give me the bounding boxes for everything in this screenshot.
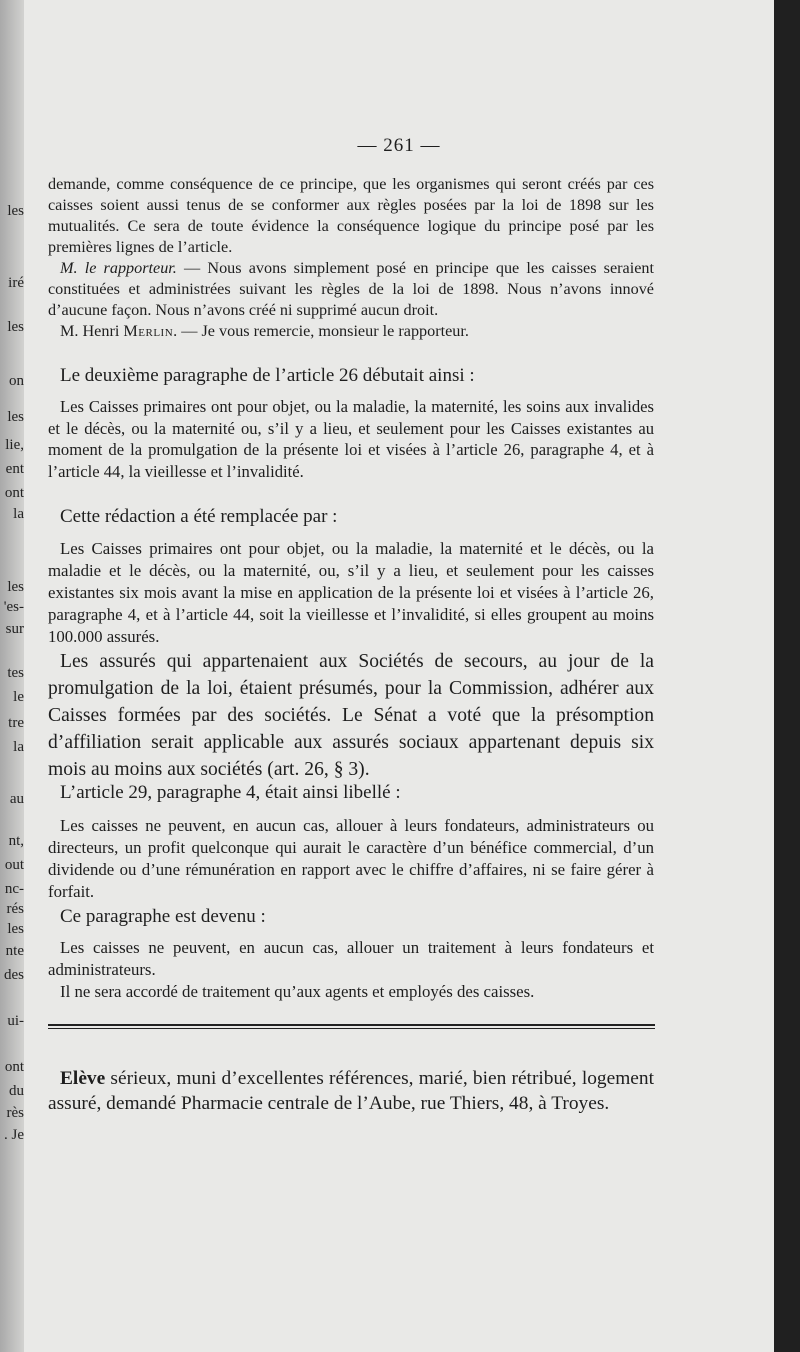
document-page	[24, 0, 774, 1352]
merlin-prefix: M. Henri	[60, 322, 124, 340]
left-page-fragment: des	[4, 967, 24, 983]
scan-border	[774, 0, 800, 1352]
left-page-fragment: lie,	[5, 437, 24, 453]
speaker-merlin: Merlin	[123, 322, 174, 340]
merlin-text: . — Je vous remercie, monsieur le rapporteur.	[173, 322, 469, 340]
section-replacement	[48, 505, 654, 529]
quote-block-3	[48, 815, 654, 903]
rapporteur-text: — Nous avons simplement posé en principe que les caisses seraient constituées et administrées suivant les règles de la loi de 1898. Nous n’avons innové d’aucune façon. Nous n’avons créé ni supprimé aucun droit.	[48, 259, 654, 319]
ad-text	[48, 1066, 654, 1116]
heading-replacement: Cette rédaction a été remplacée par :	[60, 506, 338, 527]
left-page-fragment: ent	[5, 461, 24, 477]
left-page-fragment: au	[9, 791, 24, 807]
left-page-fragment: le	[13, 689, 24, 705]
separator-rule	[48, 1024, 655, 1029]
left-page-fragment: sur	[5, 621, 24, 637]
body-top	[48, 174, 654, 342]
quote-original-26: Les Caisses primaires ont pour objet, ou la maladie, la maternité, les soins aux invalides et le décès, ou la maternité ou, s’il y a lieu, et seulement pour les Caisses existantes au moment de la promulgation de la présente loi et visées à l’article 26, paragraphe 4, et à l’article 44, la vieillesse et l’invalidité.	[48, 397, 654, 481]
left-page-fragment: ont	[4, 485, 24, 501]
quote-block-1	[48, 396, 654, 482]
quote-new-26: Les Caisses primaires ont pour objet, ou la maladie, la maternité et le décès, ou la maladie et le décès, ou la maternité, ou, s’il y a lieu, et seulement pour les caisses existantes six mois avant la mise en application de la présente loi et visées à l’article 26, paragraphe 4, et à l’article 44, soit la vieillesse et l’invalidité, si elles groupent au moins 100.000 assurés.	[48, 539, 654, 646]
left-page-fragment: 'es-	[3, 599, 24, 615]
quote-original-29: Les caisses ne peuvent, en aucun cas, allouer à leurs fondateurs, administrateurs ou directeurs, un profit quelconque qui aurait le caractère d’un bénéfice commercial, d’un dividende ou d’une rémunération en rapport avec le chiffre d’affaires, ni se faire gérer à forfait.	[48, 816, 654, 901]
section-article-26	[48, 364, 654, 388]
left-page-fragment: ont	[4, 1059, 24, 1075]
paragraph-rapporteur	[48, 258, 654, 321]
left-page-fragment: les	[7, 203, 24, 219]
left-page-fragment: . Je	[4, 1127, 24, 1143]
ad-body: sérieux, muni d’excellentes références, marié, bien rétribué, logement assuré, demandé Pharmacie centrale de l’Aube, rue Thiers, 48, à Troyes.	[48, 1068, 654, 1114]
left-page-fragment: la	[13, 506, 24, 522]
speaker-rapporteur: M. le rapporteur.	[60, 259, 177, 277]
paragraph-presumption: Les assurés qui appartenaient aux Sociétés de secours, au jour de la promulgation de la loi, étaient présumés, pour la Commission, adhérer aux Caisses formées par des sociétés. Le Sénat a voté que la présomption d’affiliation serait applicable aux assurés sociaux appartenant depuis six mois au moins aux sociétés (art. 26, § 3).	[48, 651, 654, 780]
heading-devenu: Ce paragraphe est devenu :	[60, 906, 266, 927]
page-number: — 261 —	[357, 135, 441, 156]
left-page-fragment: ui-	[7, 1013, 24, 1029]
left-page-fragment: on	[9, 373, 24, 389]
quote-new-29-a: Les caisses ne peuvent, en aucun cas, allouer un traitement à leurs fondateurs et administrateurs.	[48, 938, 654, 979]
left-page-fragment: tes	[7, 665, 24, 681]
left-page-fragment: les	[7, 579, 24, 595]
heading-article-26: Le deuxième paragraphe de l’article 26 débutait ainsi :	[60, 365, 475, 386]
heading-article-29: L’article 29, paragraphe 4, était ainsi libellé :	[60, 782, 401, 803]
paragraph-merlin	[48, 321, 654, 342]
left-page-fragment: nte	[5, 943, 24, 959]
left-page-fragment: iré	[8, 275, 24, 291]
advertisement	[48, 1066, 654, 1116]
left-page-fragment: les	[7, 921, 24, 937]
left-page-fragment: du	[9, 1083, 24, 1099]
left-page-fragment: nc-	[4, 881, 24, 897]
left-page-fragment: nt,	[8, 833, 24, 849]
section-presumption	[48, 648, 654, 783]
left-page-fragment: la	[13, 739, 24, 755]
adjacent-page-edge	[0, 0, 24, 1352]
quote-block-2	[48, 538, 654, 648]
left-page-fragment: les	[7, 319, 24, 335]
left-page-fragment: rés	[6, 901, 24, 917]
left-page-fragment: rès	[6, 1105, 24, 1121]
left-page-fragment: tre	[8, 715, 24, 731]
ad-lead: Elève	[60, 1068, 106, 1089]
quote-new-29-b: Il ne sera accordé de traitement qu’aux agents et employés des caisses.	[60, 982, 535, 1001]
quote-block-4	[48, 937, 654, 1003]
section-article-29	[48, 781, 654, 805]
left-page-fragment: out	[4, 857, 24, 873]
paragraph-demande: demande, comme conséquence de ce principe, que les organismes qui seront créés par ces caisses soient aussi tenus de se conformer aux règles posées par la loi de 1898 sur les mutualités. Ce sera de toute évidence la conséquence logique du principe posé par les premières lignes de l’article.	[48, 175, 654, 256]
section-devenu	[48, 905, 654, 929]
left-page-fragment: les	[7, 409, 24, 425]
